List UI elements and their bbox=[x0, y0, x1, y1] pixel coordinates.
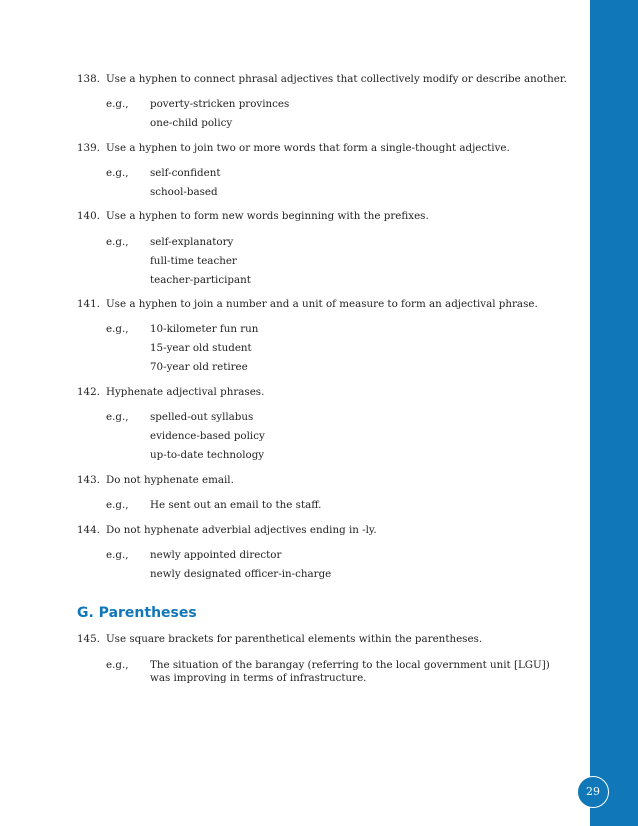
example-item: evidence-based policy bbox=[150, 430, 265, 442]
page-number: 29 bbox=[577, 776, 609, 808]
rule-text: Use a hyphen to connect phrasal adjectives that collectively modify or describe another. bbox=[106, 73, 567, 85]
example-item: teacher-participant bbox=[150, 274, 251, 286]
example-label: e.g., bbox=[106, 411, 129, 423]
example-label: e.g., bbox=[106, 167, 129, 179]
example-item: full-time teacher bbox=[150, 255, 237, 267]
section-heading: G. Parentheses bbox=[77, 605, 197, 621]
example-label: e.g., bbox=[106, 98, 129, 110]
example-label: e.g., bbox=[106, 549, 129, 561]
example-label: e.g., bbox=[106, 236, 129, 248]
rule-number: 142. bbox=[77, 386, 100, 398]
example-label: e.g., bbox=[106, 659, 129, 671]
example-item: poverty-stricken provinces bbox=[150, 98, 290, 110]
rule-number: 143. bbox=[77, 474, 100, 486]
example-label: e.g., bbox=[106, 323, 129, 335]
example-item: spelled-out syllabus bbox=[150, 411, 254, 423]
example-item: self-confident bbox=[150, 167, 221, 179]
rule-text: Do not hyphenate email. bbox=[106, 474, 234, 486]
rule-text: Do not hyphenate adverbial adjectives ending in -ly. bbox=[106, 524, 377, 536]
example-item: 10-kilometer fun run bbox=[150, 323, 259, 335]
rule-number: 138. bbox=[77, 73, 100, 85]
example-label: e.g., bbox=[106, 499, 129, 511]
sidebar-band bbox=[590, 0, 638, 826]
example-item: The situation of the barangay (referring to the local government unit [LGU]) was improving in terms of infrastructure. bbox=[150, 659, 550, 684]
rule-number: 140. bbox=[77, 210, 100, 222]
example-item: self-explanatory bbox=[150, 236, 234, 248]
rule-text: Use a hyphen to join two or more words that form a single-thought adjective. bbox=[106, 142, 510, 154]
example-item: 70-year old retiree bbox=[150, 361, 248, 373]
example-item: He sent out an email to the staff. bbox=[150, 499, 322, 511]
rule-number: 141. bbox=[77, 298, 100, 310]
example-item: school-based bbox=[150, 186, 218, 198]
rule-text: Hyphenate adjectival phrases. bbox=[106, 386, 265, 398]
example-item: 15-year old student bbox=[150, 342, 252, 354]
rule-number: 145. bbox=[77, 633, 100, 645]
example-item: newly designated officer-in-charge bbox=[150, 568, 332, 580]
example-item: newly appointed director bbox=[150, 549, 282, 561]
example-item: up-to-date technology bbox=[150, 449, 265, 461]
rule-text: Use a hyphen to form new words beginning with the prefixes. bbox=[106, 210, 429, 222]
rule-number: 139. bbox=[77, 142, 100, 154]
example-item: one-child policy bbox=[150, 117, 233, 129]
rule-number: 144. bbox=[77, 524, 100, 536]
rule-text: Use a hyphen to join a number and a unit of measure to form an adjectival phrase. bbox=[106, 298, 538, 310]
rule-text: Use square brackets for parenthetical elements within the parentheses. bbox=[106, 633, 483, 645]
